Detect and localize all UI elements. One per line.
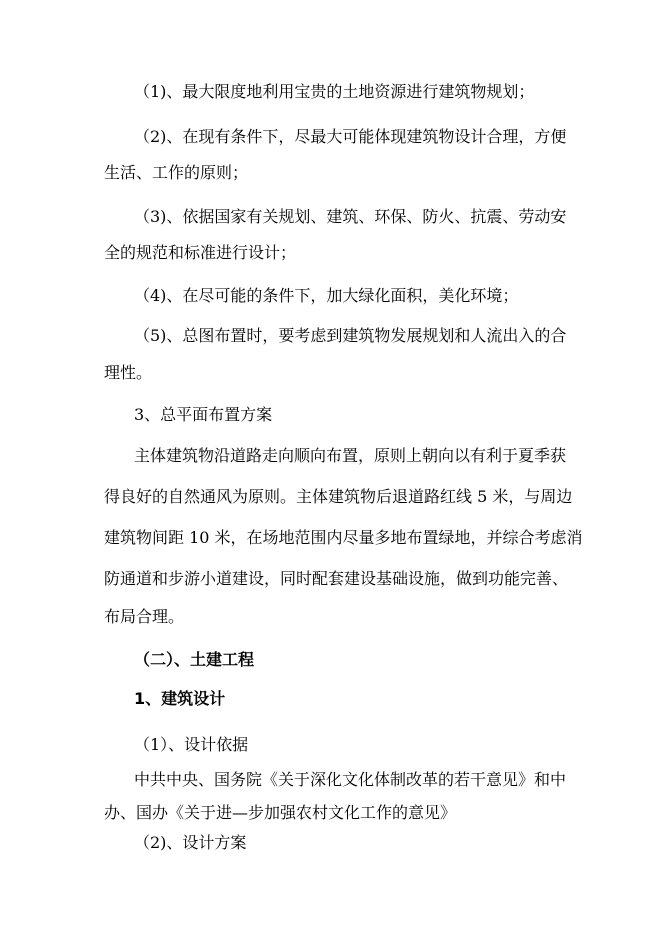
section-3-body-line-2: 得良好的自然通风为原则。主体建筑物后退道路红线 5 米，与周边 xyxy=(104,487,573,506)
principle-2-line-1: （2)、在现有条件下，尽最大可能体现建筑物设计合理，方便 xyxy=(134,127,567,146)
section-3-title: 3、总平面布置方案 xyxy=(134,405,273,424)
part-2-heading: （二）、土建工程 xyxy=(134,650,255,669)
principle-5-line-1: （5)、总图布置时，要考虑到建筑物发展规划和人流出入的合 xyxy=(134,326,567,345)
section-3-body-line-5: 布局合理。 xyxy=(104,607,185,626)
principle-2-line-2: 生活、工作的原则； xyxy=(104,163,249,182)
principle-5-line-2: 理性。 xyxy=(104,363,153,382)
principle-4: （4)、在尽可能的条件下，加大绿化面积，美化环境； xyxy=(134,286,519,305)
principle-1: （1)、最大限度地利用宝贵的土地资源进行建筑物规划； xyxy=(134,82,535,101)
principle-3-line-1: （3)、依据国家有关规划、建筑、环保、防火、抗震、劳动安 xyxy=(134,207,567,226)
design-plan-title: （2)、设计方案 xyxy=(134,833,247,852)
design-basis-body-line-2: 办、国办《关于进—步加强农村文化工作的意见》 xyxy=(104,803,457,822)
design-basis-body-line-1: 中共中央、国务院《关于深化文化体制改革的若干意见》和中 xyxy=(134,770,567,789)
section-3-body-line-1: 主体建筑物沿道路走向顺向布置，原则上朝向以有利于夏季获 xyxy=(134,446,567,465)
principle-3-line-2: 全的规范和标准进行设计； xyxy=(104,243,297,262)
section-3-body-line-4: 防通道和步游小道建设，同时配套建设基础设施，做到功能完善、 xyxy=(104,569,569,588)
subsection-1-heading: 1、建筑设计 xyxy=(134,689,226,708)
design-basis-title: （1）、设计依据 xyxy=(134,735,249,754)
section-3-body-line-3: 建筑物间距 10 米，在场地范围内尽量多地布置绿地，并综合考虑消 xyxy=(104,528,583,547)
